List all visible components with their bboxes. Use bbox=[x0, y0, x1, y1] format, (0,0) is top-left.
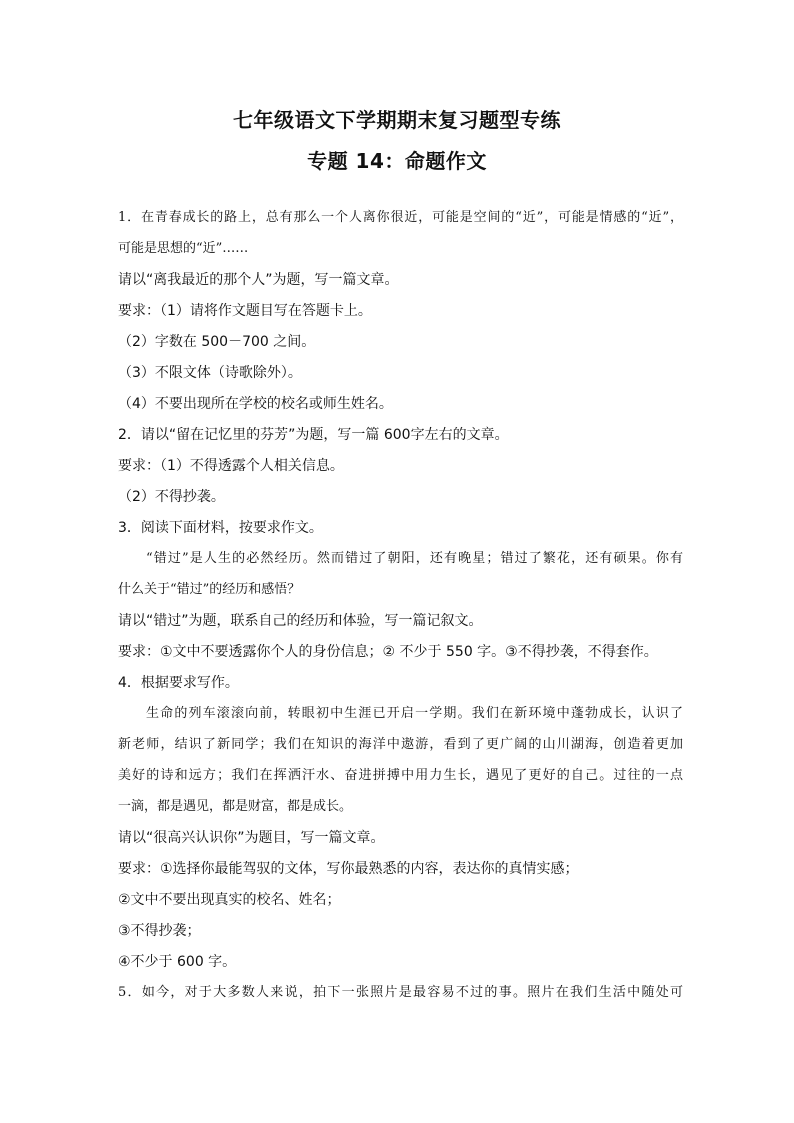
q4-material-line-2: 新老师，结识了新同学；我们在知识的海洋中遨游，看到了更广阔的山川湖海，创造着更加 bbox=[118, 737, 683, 752]
q2-requirement-2: （2）不得抄袭。 bbox=[118, 489, 225, 505]
q4-requirement-1: 要求：①选择你最能驾驭的文体，写你最熟悉的内容，表达你的真情实感； bbox=[118, 861, 579, 877]
q3-heading: 3．阅读下面材料，按要求作文。 bbox=[118, 520, 323, 536]
q1-task: 请以“离我最近的那个人”为题，写一篇文章。 bbox=[118, 272, 399, 288]
q3-material-line-1: “错过”是人生的必然经历。然而错过了朝阳，还有晚星；错过了繁花，还有硕果。你有 bbox=[146, 551, 683, 566]
q1-requirement-3: （3）不限文体（诗歌除外）。 bbox=[118, 365, 302, 381]
q4-requirement-4: ④不少于 600 字。 bbox=[118, 954, 237, 970]
q4-heading: 4．根据要求写作。 bbox=[118, 675, 239, 691]
q3-material-line-2: 什么关于“错过”的经历和感悟？ bbox=[118, 582, 301, 597]
q2-task: 2．请以“留在记忆里的芬芳”为题，写一篇 600字左右的文章。 bbox=[118, 427, 509, 443]
q4-requirement-2: ②文中不要出现真实的校名、姓名； bbox=[118, 892, 341, 908]
q1-prompt-line-1: 1．在青春成长的路上，总有那么一个人离你很近，可能是空间的“近”，可能是情感的“近”， bbox=[118, 210, 683, 225]
q4-material-line-3: 美好的诗和远方；我们在挥洒汗水、奋进拼搏中用力生长，遇见了更好的自己。过往的一点 bbox=[118, 768, 683, 783]
q1-requirement-4: （4）不要出现所在学校的校名或师生姓名。 bbox=[118, 396, 393, 412]
q1-requirement-1: 要求：（1）请将作文题目写在答题卡上。 bbox=[118, 303, 372, 319]
q4-material-line-4: 一滴，都是遇见，都是财富，都是成长。 bbox=[118, 799, 353, 814]
q3-task: 请以“错过”为题，联系自己的经历和体验，写一篇记叙文。 bbox=[118, 613, 483, 629]
q1-prompt-line-2: 可能是思想的“近”…… bbox=[118, 241, 249, 256]
q4-requirement-3: ③不得抄袭； bbox=[118, 923, 201, 939]
q3-requirements: 要求：①文中不要透露你个人的身份信息；② 不少于 550 字。③不得抄袭，不得套作。 bbox=[118, 644, 658, 660]
q1-requirement-2: （2）字数在 500－700 之间。 bbox=[118, 334, 316, 350]
q4-material-line-1: 生命的列车滚滚向前，转眼初中生涯已开启一学期。我们在新环境中蓬勃成长，认识了 bbox=[146, 706, 683, 721]
q5-prompt-line-1: 5．如今，对于大多数人来说，拍下一张照片是最容易不过的事。照片在我们生活中随处可 bbox=[118, 985, 683, 1000]
page-subtitle: 专题 14：命题作文 bbox=[307, 149, 487, 173]
page-title: 七年级语文下学期期末复习题型专练 bbox=[233, 108, 561, 132]
q4-task: 请以“很高兴认识你”为题目，写一篇文章。 bbox=[118, 830, 385, 846]
q2-requirement-1: 要求：（1）不得透露个人相关信息。 bbox=[118, 458, 344, 474]
